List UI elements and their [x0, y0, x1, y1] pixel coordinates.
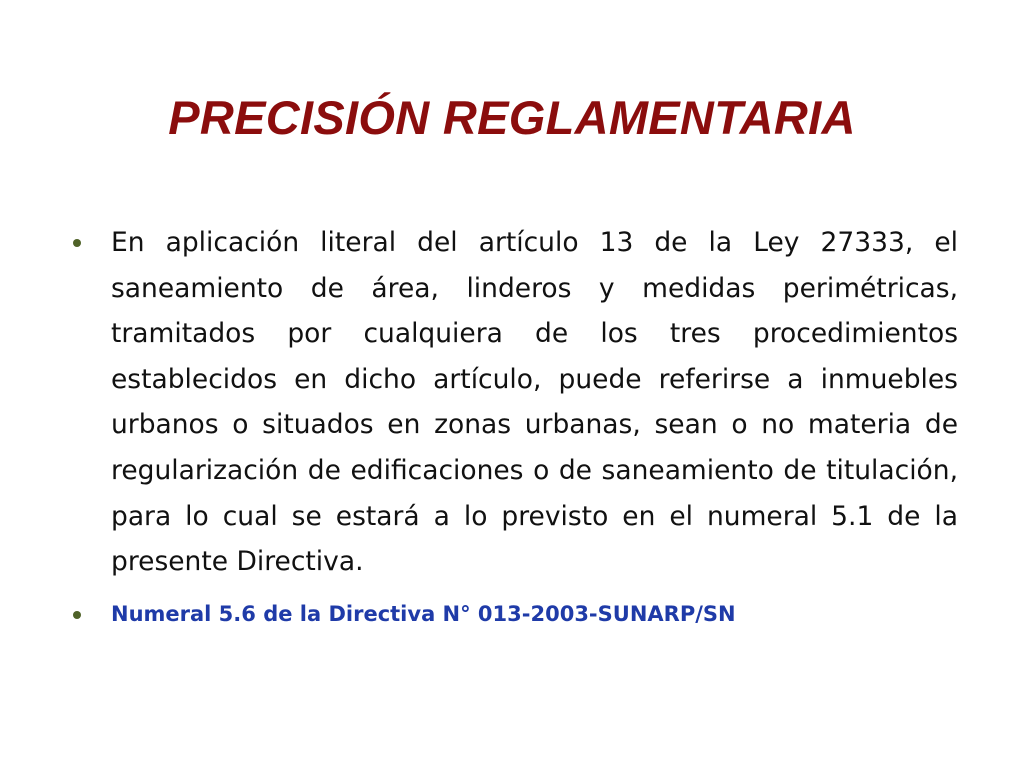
bullet-dot-icon: [73, 239, 81, 247]
bullet-dot-icon: [73, 611, 81, 619]
bullet-item-main: [70, 220, 958, 585]
bullet-text-reference: Numeral 5.6 de la Directiva N° 013-2003-SUNARP/SN: [111, 601, 736, 626]
bullet-list: [70, 220, 958, 631]
bullet-item-reference: [70, 597, 958, 631]
bullet-text-main: En aplicación literal del artículo 13 de la Ley 27333, el saneamiento de área, linderos y medidas perimétricas, tramitados por cualquiera de los tres procedimientos establecidos en dicho artículo, puede referirse a inmuebles urbanos o situados en zonas urbanas, sean o no materia de regularización de edificaciones o de saneamiento de titulación, para lo cual se estará a lo previsto en el numeral 5.1 de la presente Directiva.: [111, 227, 958, 578]
slide-title: PRECISIÓN REGLAMENTARIA: [168, 91, 856, 144]
